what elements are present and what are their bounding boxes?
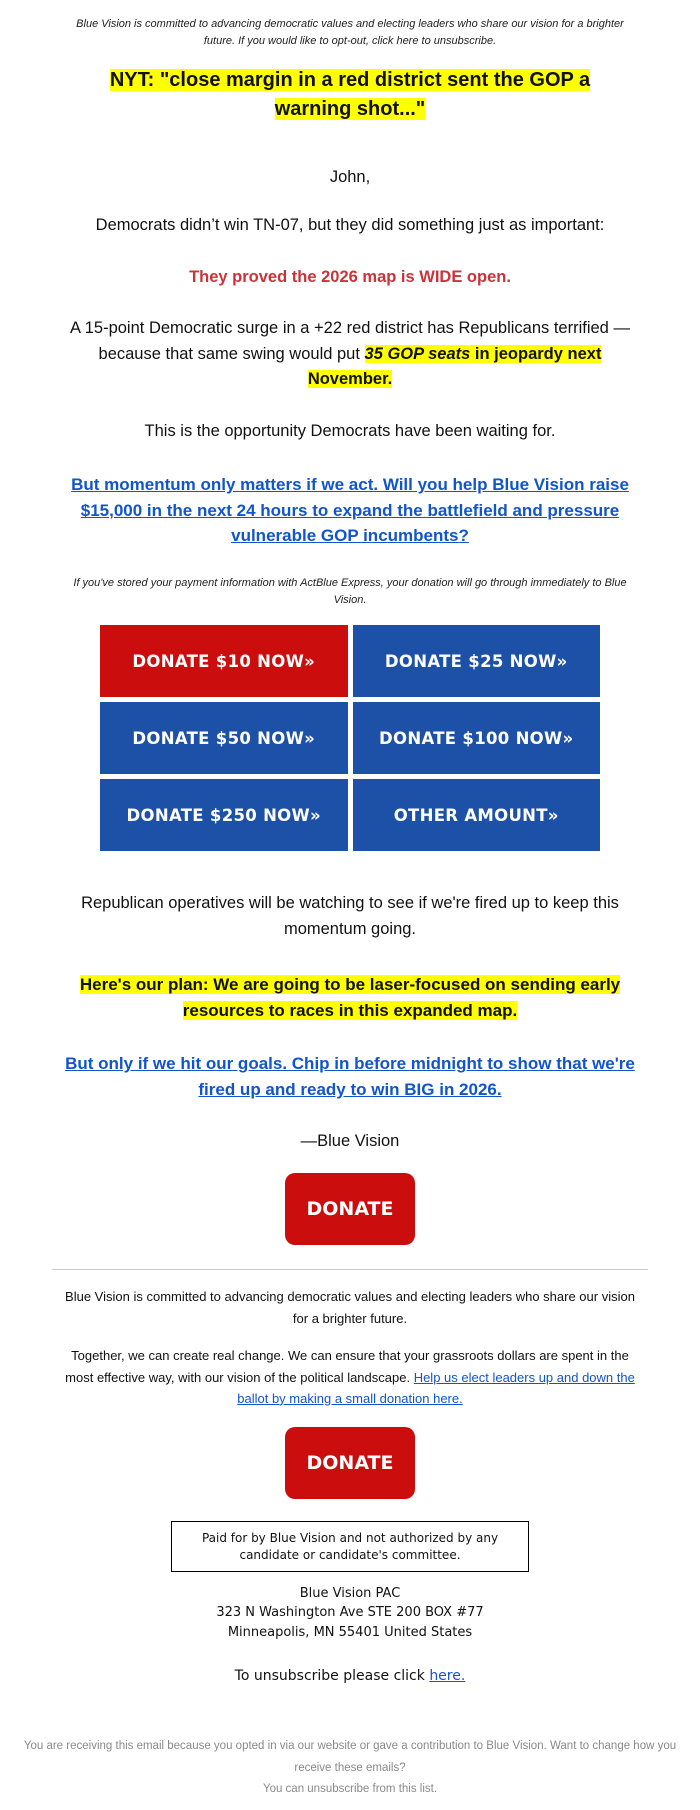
paragraph-surge xyxy=(61,316,639,393)
paragraph-tn07: Democrats didn’t win TN-07, but they did something just as important: xyxy=(95,216,605,235)
donate-button-primary[interactable]: DONATE xyxy=(285,1173,415,1245)
email-body xyxy=(50,0,650,1684)
donate-100-button[interactable]: DONATE $100 NOW» xyxy=(353,702,601,774)
nyt-headline xyxy=(70,66,630,124)
highlight-35-gop-seats: 35 GOP seats xyxy=(364,344,471,363)
donate-250-button[interactable]: DONATE $250 NOW» xyxy=(100,779,348,851)
signature: —Blue Vision xyxy=(300,1132,400,1151)
footer-divider xyxy=(52,1269,648,1270)
chip-in-midnight-link[interactable]: But only if we hit our goals. Chip in before midnight to show that we're fired up and ready to win BIG in 2026. xyxy=(65,1054,635,1099)
donate-button-footer[interactable]: DONATE xyxy=(285,1427,415,1499)
top-optout-disclaimer: Blue Vision is committed to advancing democratic values and electing leaders who share our vision for a brighter future. If you would like to opt-out, click here to unsubscribe. xyxy=(76,18,624,48)
pac-address xyxy=(50,1584,650,1643)
paid-for-disclaimer-box: Paid for by Blue Vision and not authorized by any candidate or candidate's committee. xyxy=(171,1521,529,1571)
unsubscribe-line xyxy=(50,1668,650,1684)
donate-50-button[interactable]: DONATE $50 NOW» xyxy=(100,702,348,774)
unsubscribe-here-link[interactable]: here. xyxy=(429,1668,466,1685)
paragraph-plan xyxy=(50,972,650,1023)
small-donation-link[interactable]: Help us elect leaders up and down the ballot by making a small donation here. xyxy=(237,1369,635,1406)
paragraph-red-2026-map: They proved the 2026 map is WIDE open. xyxy=(189,267,511,286)
highlight-jeopardy: in jeopardy next November. xyxy=(307,344,602,389)
footer-together-pre: Together, we can create real change. We can ensure that your grassroots dollars are spent in the most effective way, with our vision of the political landscape. xyxy=(65,1348,629,1385)
plan-highlight-text: Here's our plan: We are going to be laser-focused on sending early resources to races in this expanded map. xyxy=(79,975,621,1020)
pac-name: Blue Vision PAC xyxy=(299,1585,401,1601)
pac-street: 323 N Washington Ave STE 200 BOX #77 xyxy=(216,1605,484,1621)
actblue-express-note: If you've stored your payment information with ActBlue Express, your donation will go through immediately to Blue Vision. xyxy=(73,576,627,607)
nyt-headline-text: NYT: "close margin in a red district sent the GOP a warning shot..." xyxy=(109,69,591,121)
raise-15000-link[interactable]: But momentum only matters if we act. Will you help Blue Vision raise $15,000 in the next 24 hours to expand the battlefield and pressure vulnerable GOP incumbents? xyxy=(71,475,629,546)
paragraph-surge-text: A 15-point Democratic surge in a +22 red district has Republicans terrified — because that same swing would put xyxy=(70,319,630,363)
receiving-note-line1: You are receiving this email because you opted in via our website or gave a contribution to Blue Vision. Want to change how you receive these emails? xyxy=(23,1740,677,1774)
receiving-note xyxy=(18,1736,682,1810)
paragraph-operatives: Republican operatives will be watching to see if we're fired up to keep this momentum going. xyxy=(81,894,619,938)
other-amount-button[interactable]: OTHER AMOUNT» xyxy=(353,779,601,851)
donate-25-button[interactable]: DONATE $25 NOW» xyxy=(353,625,601,697)
paragraph-opportunity: This is the opportunity Democrats have been waiting for. xyxy=(144,421,556,440)
greeting: John, xyxy=(329,168,371,187)
unsubscribe-text: To unsubscribe please click xyxy=(234,1668,430,1685)
footer-together-text xyxy=(61,1345,639,1409)
donate-amount-grid xyxy=(100,625,600,851)
footer-mission-text: Blue Vision is committed to advancing democratic values and electing leaders who share our vision for a brighter future. xyxy=(65,1289,635,1326)
pac-city-state: Minneapolis, MN 55401 United States xyxy=(227,1624,473,1640)
receiving-note-line2: You can unsubscribe from this list. xyxy=(262,1782,438,1795)
donate-10-button[interactable]: DONATE $10 NOW» xyxy=(100,625,348,697)
